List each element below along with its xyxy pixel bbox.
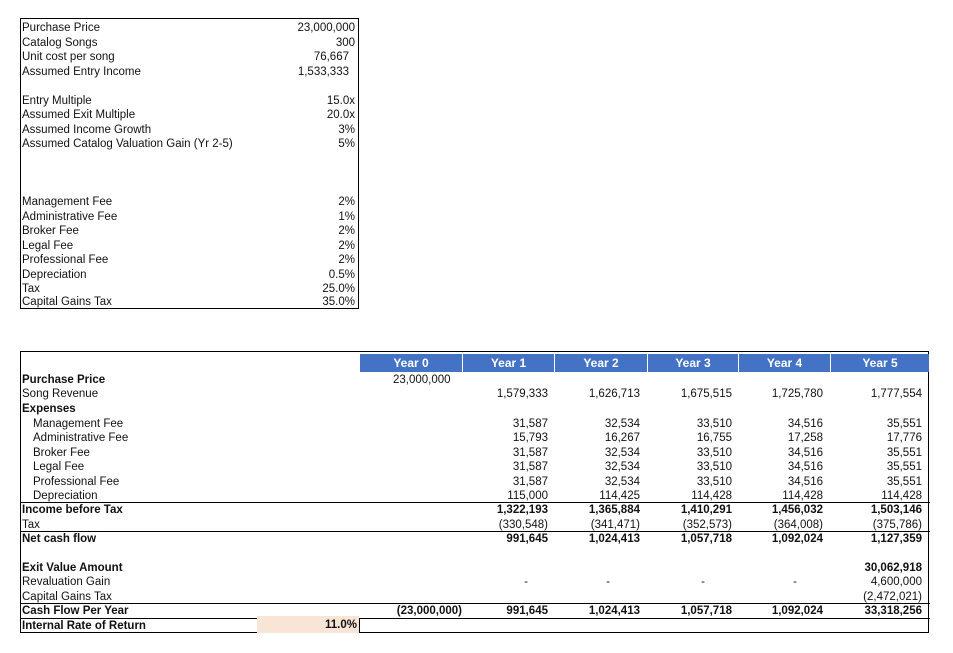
assumption-row (22, 21, 355, 35)
revaluation-cell: - (701, 576, 705, 588)
capital-gains-tax-row (21, 590, 928, 604)
irr-row (21, 619, 928, 633)
expense-cell: 31,587 (512, 461, 548, 473)
net-cash-flow-row (21, 532, 928, 546)
expense-cell: 114,428 (782, 490, 823, 502)
song-revenue-y4: 1,725,780 (771, 388, 823, 400)
cash-flow-model-table (20, 351, 929, 633)
expense-cell: 114,428 (691, 490, 732, 502)
expense-cell: 32,534 (604, 417, 640, 430)
assumption-value: 15.0x (326, 94, 355, 107)
expense-cell: 115,000 (507, 490, 548, 502)
assumption-label: Assumed Catalog Valuation Gain (Yr 2-5) (22, 138, 233, 150)
cash-flow-cell: 991,645 (506, 605, 548, 617)
expense-row (21, 489, 928, 503)
expense-cell: 32,534 (604, 446, 640, 459)
revaluation-cell: 4,600,000 (870, 576, 922, 588)
assumption-label: Assumed Entry Income (22, 65, 141, 78)
ibt-cell: 1,503,146 (870, 504, 922, 516)
assumption-row (22, 210, 355, 224)
expense-cell: 31,587 (512, 417, 548, 430)
row-label: Song Revenue (22, 388, 99, 400)
row-label: Management Fee (33, 417, 124, 430)
row-label: Administrative Fee (33, 432, 129, 444)
assumption-row (22, 50, 355, 64)
income-before-tax-row (21, 503, 928, 517)
ncf-cell: 991,645 (506, 533, 548, 545)
expense-row (21, 417, 928, 431)
assumption-row (22, 295, 355, 309)
assumption-row (22, 94, 355, 108)
assumption-label: Professional Fee (22, 254, 109, 266)
cash-flow-cell: 1,024,413 (588, 605, 640, 617)
exit-value-y5: 30,062,918 (864, 561, 922, 574)
expense-cell: 17,258 (787, 432, 823, 444)
year-2-header: Year 2 (554, 354, 647, 372)
row-label: Net cash flow (22, 533, 97, 545)
assumption-label: Entry Multiple (22, 94, 92, 107)
assumptions-panel (20, 18, 359, 309)
assumption-row (22, 137, 355, 151)
irr-value: 11.0% (325, 619, 357, 631)
year-5-header: Year 5 (830, 354, 929, 372)
song-revenue-row (21, 387, 928, 401)
assumption-label: Purchase Price (22, 22, 100, 34)
assumption-label: Legal Fee (22, 239, 74, 252)
revaluation-cell: - (606, 576, 610, 588)
assumption-value: 20.0x (326, 109, 355, 121)
expense-cell: 15,793 (512, 432, 548, 444)
tax-cell: (375,786) (872, 518, 922, 531)
revaluation-cell: - (793, 576, 797, 588)
expense-row (21, 460, 928, 474)
assumption-label: Unit cost per song (22, 51, 115, 63)
row-label: Income before Tax (22, 504, 123, 516)
expense-cell: 31,587 (512, 475, 548, 488)
assumption-row (22, 195, 355, 209)
tax-row (21, 518, 928, 532)
assumption-label: Assumed Income Growth (22, 123, 152, 136)
row-label: Depreciation (33, 490, 98, 502)
expense-cell: 34,516 (787, 446, 823, 459)
year-3-header: Year 3 (647, 354, 738, 372)
year-4-header: Year 4 (738, 354, 830, 372)
assumption-row (22, 224, 355, 238)
capital-gains-tax-y5: (2,472,021) (863, 590, 922, 603)
row-label: Professional Fee (33, 475, 120, 488)
ncf-cell: 1,127,359 (870, 533, 922, 545)
year-0-header: Year 0 (360, 354, 462, 372)
divider (359, 618, 360, 633)
row-label: Exit Value Amount (22, 561, 123, 574)
revaluation-cell: - (524, 576, 528, 588)
assumption-value: 35.0% (322, 296, 355, 308)
assumption-row (22, 268, 355, 282)
assumption-label: Depreciation (22, 268, 87, 281)
ibt-cell: 1,322,193 (496, 504, 548, 516)
expense-cell: 17,776 (886, 432, 922, 444)
assumption-label: Assumed Exit Multiple (22, 109, 136, 121)
tax-cell: (364,008) (773, 518, 823, 531)
song-revenue-y3: 1,675,515 (680, 388, 732, 400)
expense-cell: 33,510 (696, 461, 732, 473)
assumption-value: 2% (338, 239, 355, 252)
assumption-value: 2% (338, 196, 355, 208)
tax-cell: (341,471) (590, 518, 640, 531)
row-label: Purchase Price (22, 374, 106, 386)
assumption-value: 2% (338, 225, 355, 237)
assumption-value: 25.0% (322, 283, 355, 295)
expense-row (21, 446, 928, 460)
row-label: Tax (22, 518, 40, 531)
assumption-value: 2% (338, 254, 355, 266)
ncf-cell: 1,024,413 (588, 533, 640, 545)
year-1-header: Year 1 (462, 354, 554, 372)
assumption-value: 3% (338, 123, 355, 136)
song-revenue-y1: 1,579,333 (496, 388, 548, 400)
row-label: Internal Rate of Return (22, 620, 146, 632)
assumption-label: Administrative Fee (22, 210, 118, 223)
revaluation-gain-row (21, 575, 928, 589)
assumption-row (22, 108, 355, 122)
exit-value-row (21, 561, 928, 575)
purchase-price-year0: 23,000,000 (393, 374, 451, 386)
row-label: Broker Fee (33, 446, 90, 459)
purchase-price-label-row (21, 373, 928, 387)
cash-flow-y0: (23,000,000) (396, 605, 462, 617)
expense-cell: 34,516 (787, 475, 823, 488)
expense-cell: 35,551 (886, 446, 922, 459)
row-label: Cash Flow Per Year (22, 605, 129, 617)
expense-cell: 33,510 (696, 417, 732, 430)
tax-cell: (330,548) (498, 518, 548, 531)
song-revenue-y5: 1,777,554 (870, 388, 922, 400)
assumption-value: 1,533,333 (297, 65, 349, 78)
assumption-row (22, 36, 355, 50)
assumption-row (22, 123, 355, 137)
expense-cell: 35,551 (886, 461, 922, 473)
assumption-value: 0.5% (328, 268, 355, 281)
assumption-value: 23,000,000 (297, 22, 355, 34)
row-label: Expenses (22, 403, 76, 415)
assumption-label: Catalog Songs (22, 36, 98, 49)
assumption-value: 5% (338, 138, 355, 150)
cash-flow-cell: 1,092,024 (771, 605, 823, 617)
tax-cell: (352,573) (682, 518, 732, 531)
expense-cell: 32,534 (604, 461, 640, 473)
assumption-label: Broker Fee (22, 225, 79, 237)
expense-cell: 31,587 (512, 446, 548, 459)
assumption-value: 300 (335, 36, 355, 49)
expense-cell: 33,510 (696, 475, 732, 488)
expense-cell: 32,534 (604, 475, 640, 488)
ibt-cell: 1,410,291 (680, 504, 732, 516)
expense-cell: 16,755 (696, 432, 732, 444)
cash-flow-cell: 33,318,256 (864, 605, 922, 617)
ncf-cell: 1,057,718 (680, 533, 732, 545)
row-label: Capital Gains Tax (22, 590, 112, 603)
assumption-row (22, 65, 355, 79)
song-revenue-y2: 1,626,713 (588, 388, 640, 400)
assumption-label: Tax (22, 283, 40, 295)
assumption-value: 76,667 (313, 51, 349, 63)
expense-cell: 34,516 (787, 417, 823, 430)
ncf-cell: 1,092,024 (771, 533, 823, 545)
expense-cell: 35,551 (886, 475, 922, 488)
expense-cell: 114,425 (599, 490, 640, 502)
expense-row (21, 475, 928, 489)
assumption-row (22, 239, 355, 253)
expense-cell: 16,267 (604, 432, 640, 444)
expense-cell: 35,551 (886, 417, 922, 430)
assumption-label: Management Fee (22, 196, 113, 208)
expense-row (21, 431, 928, 445)
ibt-cell: 1,456,032 (771, 504, 823, 516)
ibt-cell: 1,365,884 (588, 504, 640, 516)
row-label: Revaluation Gain (22, 576, 111, 588)
cash-flow-per-year-row (21, 604, 928, 618)
expense-cell: 114,428 (881, 490, 922, 502)
cash-flow-cell: 1,057,718 (680, 605, 732, 617)
assumption-label: Capital Gains Tax (22, 296, 112, 308)
expense-cell: 33,510 (696, 446, 732, 459)
assumption-value: 1% (338, 210, 355, 223)
assumption-row (22, 253, 355, 267)
row-label: Legal Fee (33, 461, 85, 473)
assumption-row (22, 282, 355, 296)
expenses-heading-row (21, 402, 928, 416)
expense-cell: 34,516 (787, 461, 823, 473)
